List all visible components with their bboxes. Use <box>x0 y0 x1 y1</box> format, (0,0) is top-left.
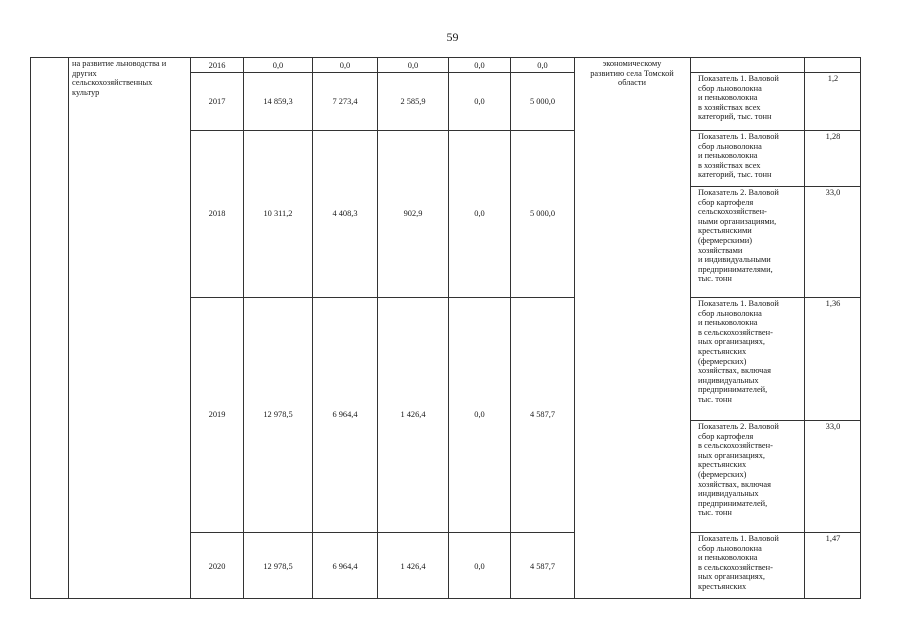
extra-2016: 0,0 <box>537 61 548 70</box>
col-line-11 <box>860 57 861 599</box>
col-line-7 <box>510 57 511 599</box>
year-2017: 2017 <box>208 97 226 106</box>
col-line-0 <box>30 57 31 599</box>
regional-2018: 902,9 <box>403 209 423 218</box>
total-2020: 12 978,5 <box>263 562 293 571</box>
local-2017: 0,0 <box>474 97 485 106</box>
row-line-ind3 <box>690 297 860 298</box>
col-line-3 <box>243 57 244 599</box>
indicator-value: 33,0 <box>825 422 841 431</box>
row-line-ind5 <box>690 532 860 533</box>
indicator-value: 1,47 <box>825 534 841 543</box>
regional-2017: 2 585,9 <box>400 97 426 106</box>
federal-2018: 4 408,3 <box>332 209 358 218</box>
year-2019: 2019 <box>208 410 226 419</box>
local-2018: 0,0 <box>474 209 485 218</box>
year-2018: 2018 <box>208 209 226 218</box>
total-2018: 10 311,2 <box>263 209 293 218</box>
indicator-value: 1,28 <box>825 132 841 141</box>
col-line-10 <box>804 57 805 599</box>
year-2016: 2016 <box>208 61 226 70</box>
row-line-ind4 <box>690 420 860 421</box>
extra-2020: 4 587,7 <box>529 562 556 571</box>
extra-2019: 4 587,7 <box>529 410 556 419</box>
indicator-text: Показатель 1. Валовой сбор льноволокна и пеньковолокна в хозяйствах всех категорий, тыс. тонн <box>698 132 779 180</box>
row-line-2016-right <box>690 72 860 73</box>
col-line-9 <box>690 57 691 599</box>
row-line-2017 <box>190 130 574 131</box>
year-2020: 2020 <box>208 562 226 571</box>
col-line-4 <box>312 57 313 599</box>
regional-2019: 1 426,4 <box>400 410 426 419</box>
indicator-text: Показатель 2. Валовой сбор картофеля в сельскохозяйствен- ных организациях, крестьянских (фермерских) хозяйствах, включая индивидуальных предпринимателей, тыс. тонн <box>698 422 779 518</box>
local-2016: 0,0 <box>474 61 485 70</box>
indicator-value: 33,0 <box>825 188 841 197</box>
indicator-text: Показатель 1. Валовой сбор льноволокна и пеньковолокна в сельскохозяйствен- ных организациях, крестьянских (фермерских) хозяйствах, включая индивидуальных предпринимателей, тыс. тонн <box>698 299 779 404</box>
row-line-2018 <box>190 297 574 298</box>
federal-2016: 0,0 <box>339 61 351 70</box>
federal-2020: 6 964,4 <box>332 562 358 571</box>
total-2019: 12 978,5 <box>263 410 293 419</box>
local-2020: 0,0 <box>474 562 485 571</box>
executor-text: экономическому развитию села Томской области <box>590 59 674 88</box>
col-line-5 <box>377 57 378 599</box>
regional-2016: 0,0 <box>407 61 419 70</box>
indicator-value: 1,36 <box>825 299 841 308</box>
row-line-bottom <box>30 598 860 599</box>
row-line-top <box>30 57 860 58</box>
indicator-text: Показатель 1. Валовой сбор льноволокна и пеньковолокна в сельскохозяйствен- ных организациях, крестьянских <box>698 534 779 591</box>
row-line-ind1 <box>690 130 860 131</box>
extra-2018: 5 000,0 <box>529 209 556 218</box>
col-line-2 <box>190 57 191 599</box>
indicator-text: Показатель 2. Валовой сбор картофеля сельскохозяйствен- ными организациями, крестьянскими (фермерскими) хозяйствами и индивидуальными предпринимателями, тыс. тонн <box>698 188 779 284</box>
col-line-6 <box>448 57 449 599</box>
indicator-value: 1,2 <box>827 74 839 83</box>
task-name: на развитие льноводства и других сельскохозяйственных культур <box>72 59 167 97</box>
extra-2017: 5 000,0 <box>529 97 556 106</box>
total-2016: 0,0 <box>272 61 284 70</box>
col-line-8 <box>574 57 575 599</box>
col-line-1 <box>68 57 69 599</box>
indicator-text: Показатель 1. Валовой сбор льноволокна и пеньковолокна в хозяйствах всех категорий, тыс. тонн <box>698 74 779 122</box>
total-2017: 14 859,3 <box>263 97 293 106</box>
row-line-ind2 <box>690 186 860 187</box>
federal-2019: 6 964,4 <box>332 410 358 419</box>
federal-2017: 7 273,4 <box>332 97 358 106</box>
page-number: 59 <box>446 30 459 44</box>
row-line-2016 <box>190 72 574 73</box>
regional-2020: 1 426,4 <box>400 562 426 571</box>
local-2019: 0,0 <box>474 410 485 419</box>
row-line-2019 <box>190 532 574 533</box>
